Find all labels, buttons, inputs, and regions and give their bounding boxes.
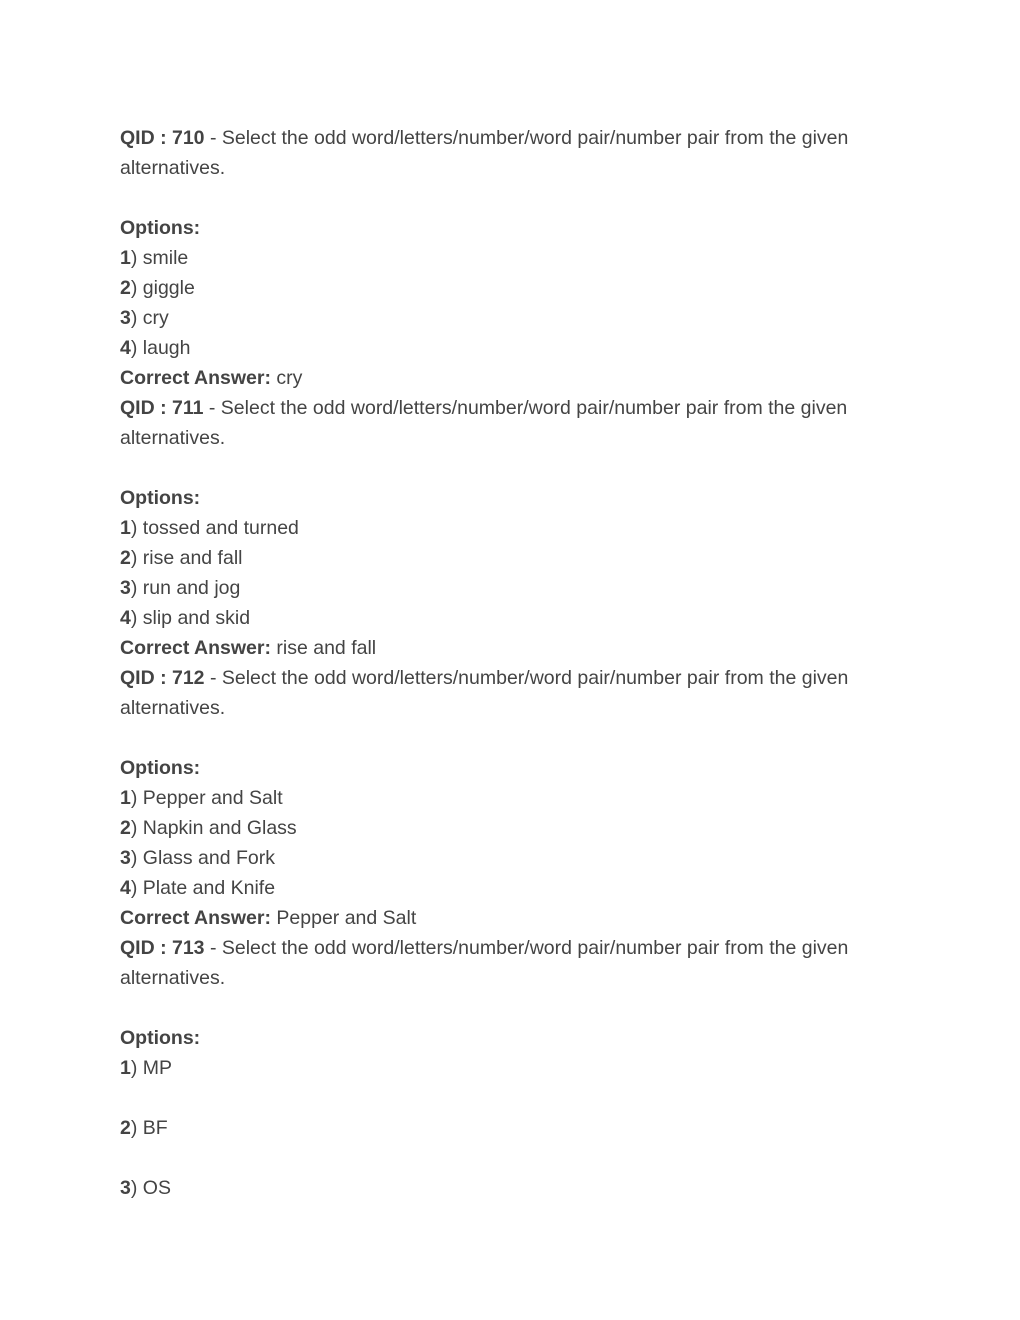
question-line-1: - Select the odd word/letters/number/word pair/number pair from the given (204, 667, 849, 689)
option-text: ) OS (130, 1177, 171, 1199)
option-text: ) Pepper and Salt (130, 787, 283, 809)
option-text: ) BF (130, 1117, 168, 1139)
option-item (120, 1053, 880, 1083)
question-block (120, 123, 880, 393)
option-text: ) cry (130, 307, 169, 329)
option-number: 4 (120, 337, 131, 359)
question-line-1: - Select the odd word/letters/number/word pair/number pair from the given (204, 127, 849, 149)
correct-answer-value: cry (270, 367, 303, 389)
question-text (120, 663, 880, 693)
qid-label: QID : 713 (120, 937, 205, 959)
correct-answer (120, 363, 880, 393)
options-label: Options: (120, 1027, 201, 1049)
option-number: 1 (120, 1057, 131, 1079)
option-text: ) laugh (130, 337, 191, 359)
option-number: 3 (120, 847, 131, 869)
option-item (120, 543, 880, 573)
option-number: 4 (120, 877, 131, 899)
option-text: ) Plate and Knife (130, 877, 276, 899)
option-text: ) MP (130, 1057, 173, 1079)
question-block (120, 933, 880, 1203)
options-label: Options: (120, 487, 201, 509)
option-number: 3 (120, 307, 131, 329)
option-item (120, 603, 880, 633)
option-item (120, 573, 880, 603)
question-text (120, 123, 880, 153)
correct-answer-value: rise and fall (270, 637, 377, 659)
correct-answer-value: Pepper and Salt (270, 907, 417, 929)
correct-answer (120, 633, 880, 663)
correct-answer-label: Correct Answer: (120, 367, 271, 389)
option-text: ) tossed and turned (130, 517, 299, 539)
correct-answer (120, 903, 880, 933)
option-text: ) rise and fall (130, 547, 243, 569)
option-number: 1 (120, 517, 131, 539)
option-number: 3 (120, 1177, 131, 1199)
question-block (120, 393, 880, 663)
option-number: 1 (120, 247, 131, 269)
blank-line (120, 1143, 880, 1173)
option-number: 1 (120, 787, 131, 809)
blank-line (120, 183, 880, 213)
blank-line (120, 993, 880, 1023)
options-label: Options: (120, 217, 201, 239)
option-text: ) smile (130, 247, 189, 269)
correct-answer-label: Correct Answer: (120, 907, 271, 929)
blank-line (120, 1083, 880, 1113)
question-text (120, 933, 880, 963)
option-item (120, 303, 880, 333)
option-text: ) Napkin and Glass (130, 817, 297, 839)
option-text: ) run and jog (130, 577, 241, 599)
correct-answer-label: Correct Answer: (120, 637, 271, 659)
question-line-2: alternatives. (120, 967, 226, 989)
option-item (120, 513, 880, 543)
question-line-2: alternatives. (120, 427, 226, 449)
question-block (120, 663, 880, 933)
question-line-1: - Select the odd word/letters/number/word pair/number pair from the given (203, 397, 848, 419)
option-number: 2 (120, 547, 131, 569)
option-item (120, 1113, 880, 1143)
blank-line (120, 453, 880, 483)
options-label: Options: (120, 757, 201, 779)
blank-line (120, 723, 880, 753)
option-text: ) slip and skid (130, 607, 251, 629)
option-text: ) giggle (130, 277, 195, 299)
document-body (120, 123, 880, 1203)
option-number: 2 (120, 277, 131, 299)
qid-label: QID : 710 (120, 127, 205, 149)
option-item (120, 273, 880, 303)
question-line-2: alternatives. (120, 697, 226, 719)
option-item (120, 873, 880, 903)
option-item (120, 243, 880, 273)
question-text (120, 393, 880, 423)
option-number: 2 (120, 817, 131, 839)
option-item (120, 333, 880, 363)
option-item (120, 1173, 880, 1203)
option-number: 4 (120, 607, 131, 629)
qid-label: QID : 711 (120, 397, 204, 419)
option-number: 2 (120, 1117, 131, 1139)
option-number: 3 (120, 577, 131, 599)
question-line-1: - Select the odd word/letters/number/word pair/number pair from the given (204, 937, 849, 959)
option-item (120, 843, 880, 873)
option-item (120, 813, 880, 843)
question-line-2: alternatives. (120, 157, 226, 179)
option-text: ) Glass and Fork (130, 847, 275, 869)
option-item (120, 783, 880, 813)
qid-label: QID : 712 (120, 667, 205, 689)
